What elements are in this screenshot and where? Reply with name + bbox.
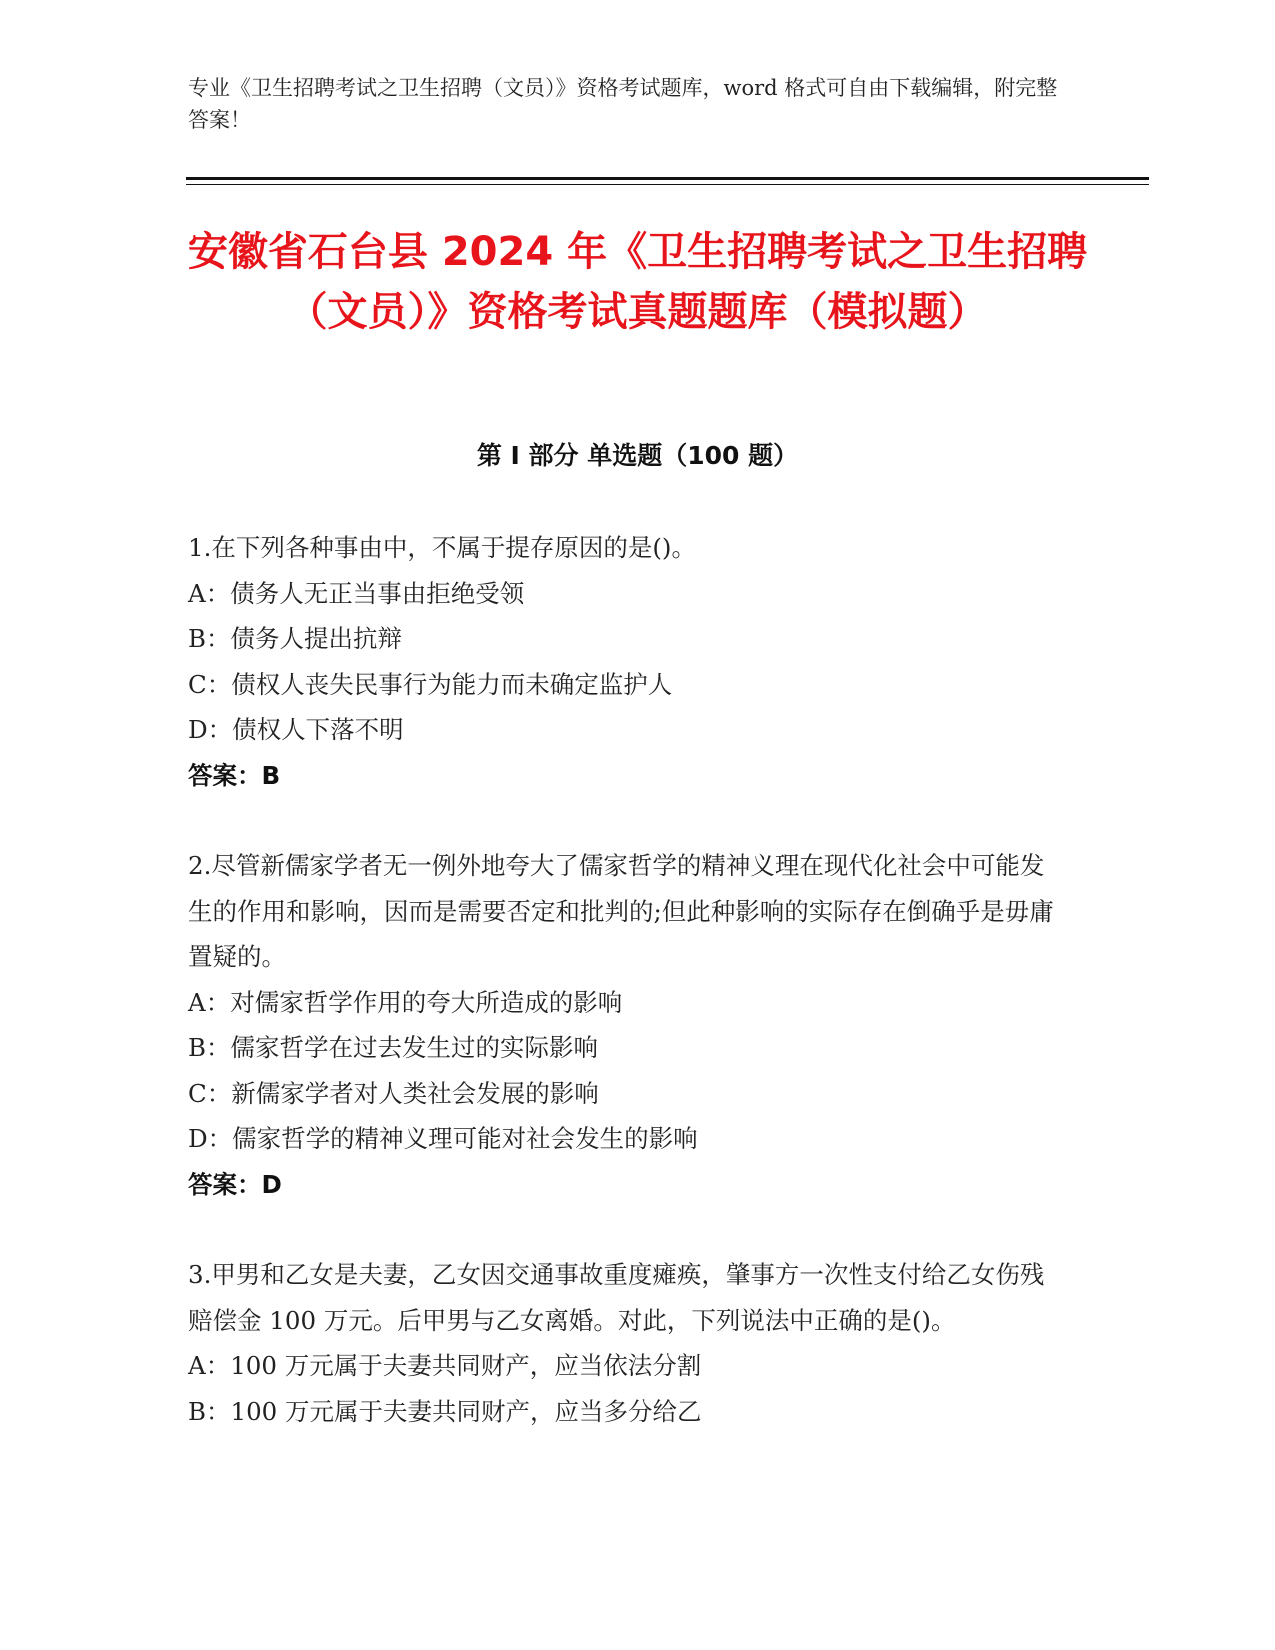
question-item	[188, 843, 1068, 1207]
option-b: B：100 万元属于夫妻共同财产，应当多分给乙	[188, 1396, 702, 1426]
option-a: A：100 万元属于夫妻共同财产，应当依法分割	[188, 1351, 702, 1380]
header-divider-thin	[186, 184, 1149, 185]
question-item	[188, 525, 1068, 798]
question-text: 3.甲男和乙女是夫妻，乙女因交通事故重度瘫痪，肇事方一次性支付给乙女伤残赔偿金 100 万元。后甲男与乙女离婚。对此，下列说法中正确的是()。	[188, 1260, 1045, 1335]
option-a: A：对儒家哲学作用的夸大所造成的影响	[188, 987, 623, 1017]
question-text: 2.尽管新儒家学者无一例外地夸大了儒家哲学的精神义理在现代化社会中可能发生的作用和影响，因而是需要否定和批判的;但此种影响的实际存在倒确乎是毋庸置疑的。	[188, 851, 1054, 971]
document-title: 安徽省石台县 2024 年《卫生招聘考试之卫生招聘（文员）》资格考试真题题库（模拟题）	[187, 229, 1088, 335]
option-a: A：债务人无正当事由拒绝受领	[188, 578, 525, 608]
option-b: B：债务人提出抗辩	[188, 624, 403, 653]
option-c: C：债权人丧失民事行为能力而未确定监护人	[188, 669, 673, 699]
header-note: 专业《卫生招聘考试之卫生招聘（文员）》资格考试题库，word 格式可自由下载编辑，附完整答案！	[188, 76, 1058, 132]
option-d: D：债权人下落不明	[188, 715, 404, 744]
option-b: B：儒家哲学在过去发生过的实际影响	[188, 1033, 599, 1062]
header-divider-thick	[186, 177, 1149, 180]
option-c: C：新儒家学者对人类社会发展的影响	[188, 1078, 599, 1108]
answer-label: 答案：B	[188, 760, 281, 790]
question-list	[188, 525, 1068, 1479]
section-heading: 第 I 部分 单选题（100 题）	[476, 441, 799, 470]
question-item	[188, 1252, 1068, 1434]
option-d: D：儒家哲学的精神义理可能对社会发生的影响	[188, 1124, 698, 1153]
question-text: 1.在下列各种事由中，不属于提存原因的是()。	[188, 533, 696, 562]
answer-label: 答案：D	[188, 1169, 282, 1199]
